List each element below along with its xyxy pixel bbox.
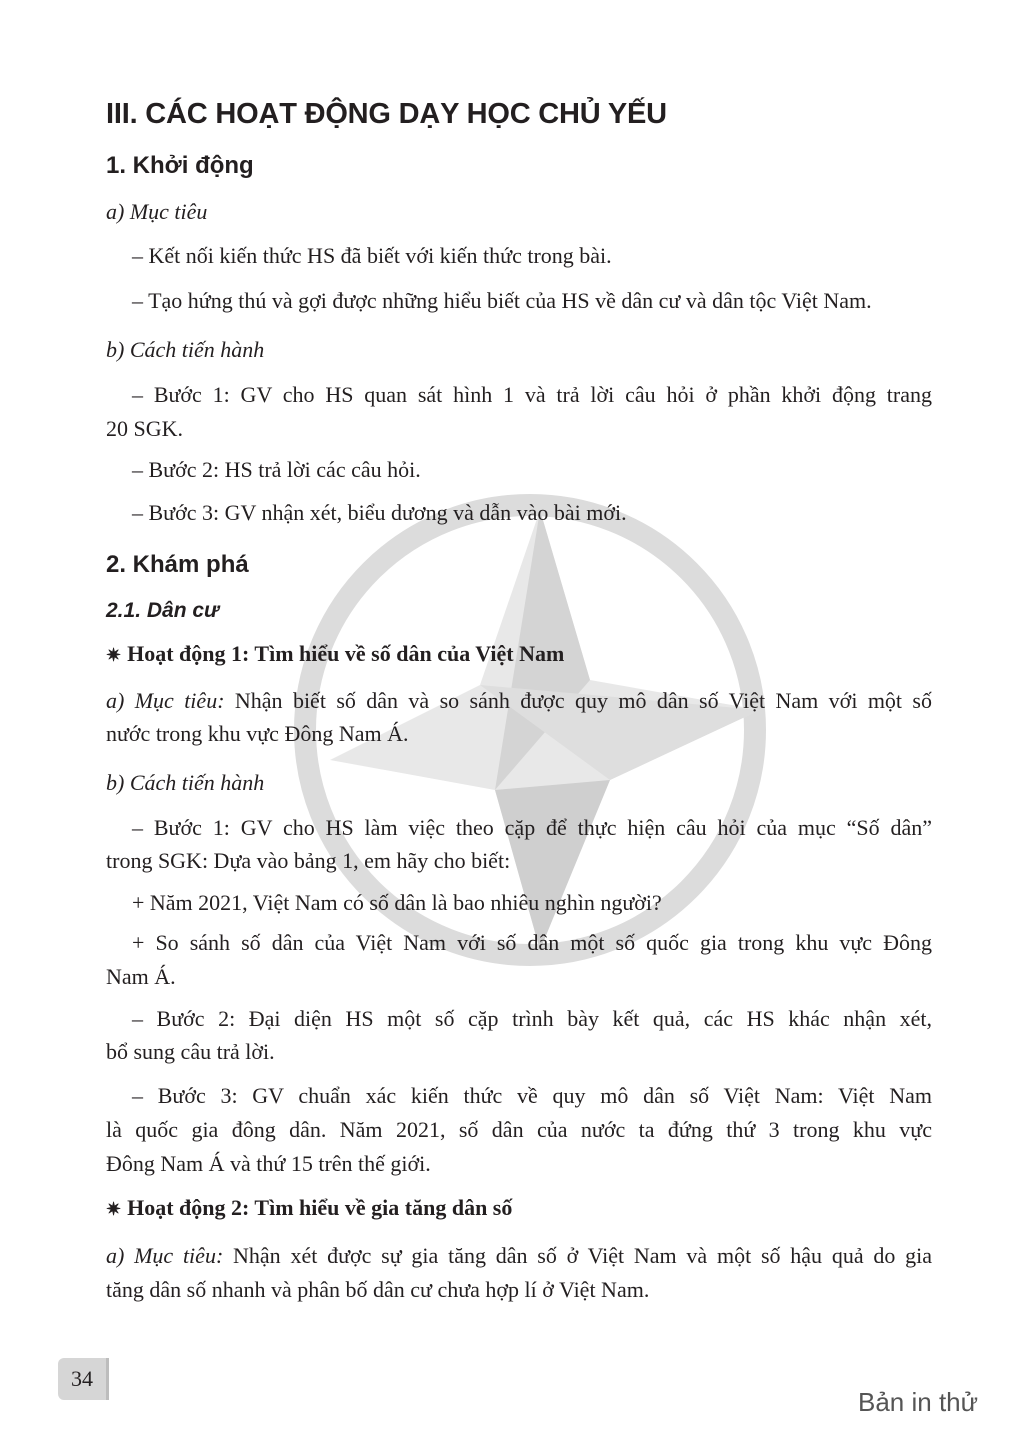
section-1-goal-line-1: – Kết nối kiến thức HS đã biết với kiến thức trong bài. bbox=[132, 243, 612, 268]
activity-2-title-text: Hoạt động 2: Tìm hiểu về gia tăng dân số bbox=[127, 1195, 513, 1220]
activity-1-goal bbox=[106, 688, 932, 714]
activity-1-step-1-cont: trong SGK: Dựa vào bảng 1, em hãy cho biết: bbox=[106, 848, 511, 873]
activity-1-step-2: – Bước 2: Đại diện HS một số cặp trình bày kết quả, các HS khác nhận xét, bbox=[132, 1006, 932, 1031]
asterisk-bullet-icon: ✷ bbox=[106, 1199, 122, 1219]
section-1-goal-line-2: – Tạo hứng thú và gợi được những hiểu biết của HS về dân cư và dân tộc Việt Nam. bbox=[132, 288, 872, 313]
asterisk-bullet-icon: ✷ bbox=[106, 645, 122, 665]
section-1-method-label: b) Cách tiến hành bbox=[106, 337, 265, 362]
activity-2-goal bbox=[106, 1243, 932, 1269]
page-number: 34 bbox=[58, 1358, 106, 1400]
activity-1-question-2-cont: Nam Á. bbox=[106, 964, 176, 989]
activity-1-question-1: + Năm 2021, Việt Nam có số dân là bao nhiêu nghìn người? bbox=[132, 890, 662, 915]
section-2-title: 2. Khám phá bbox=[106, 551, 249, 578]
activity-1-step-1: – Bước 1: GV cho HS làm việc theo cặp để thực hiện câu hỏi của mục “Số dân” bbox=[132, 815, 932, 840]
activity-2-goal-text: Nhận xét được sự gia tăng dân số ở Việt Nam và một số hậu quả do gia bbox=[223, 1243, 932, 1268]
draft-label: Bản in thử bbox=[858, 1387, 979, 1417]
section-1-step-3: – Bước 3: GV nhận xét, biểu dương và dẫn vào bài mới. bbox=[132, 500, 627, 525]
activity-1-title bbox=[106, 641, 564, 667]
activity-1-method-label: b) Cách tiến hành bbox=[106, 770, 265, 795]
section-1-step-1: – Bước 1: GV cho HS quan sát hình 1 và trả lời câu hỏi ở phần khởi động trang bbox=[132, 382, 932, 407]
section-1-goal-label: a) Mục tiêu bbox=[106, 199, 208, 224]
section-1-step-2: – Bước 2: HS trả lời các câu hỏi. bbox=[132, 457, 421, 482]
section-1-step-1-cont: 20 SGK. bbox=[106, 416, 184, 441]
activity-1-step-3-cont-1: là quốc gia đông dân. Năm 2021, số dân của nước ta đứng thứ 3 trong khu vực bbox=[106, 1117, 932, 1142]
activity-2-title bbox=[106, 1195, 512, 1221]
activity-1-step-3: – Bước 3: GV chuẩn xác kiến thức về quy mô dân số Việt Nam: Việt Nam bbox=[132, 1083, 932, 1108]
activity-2-goal-label: a) Mục tiêu: bbox=[106, 1243, 224, 1268]
activity-2-goal-cont: tăng dân số nhanh và phân bố dân cư chưa hợp lí ở Việt Nam. bbox=[106, 1277, 650, 1302]
main-heading: III. CÁC HOẠT ĐỘNG DẠY HỌC CHỦ YẾU bbox=[106, 98, 667, 130]
activity-1-goal-text: Nhận biết số dân và so sánh được quy mô dân số Việt Nam với một số bbox=[224, 688, 932, 713]
activity-1-goal-cont: nước trong khu vực Đông Nam Á. bbox=[106, 721, 409, 746]
page-number-divider bbox=[106, 1358, 109, 1400]
activity-1-step-2-cont: bổ sung câu trả lời. bbox=[106, 1039, 275, 1064]
activity-1-goal-label: a) Mục tiêu: bbox=[106, 688, 225, 713]
activity-1-question-2: + So sánh số dân của Việt Nam với số dân một số quốc gia trong khu vực Đông bbox=[132, 930, 932, 955]
activity-1-step-3-cont-2: Đông Nam Á và thứ 15 trên thế giới. bbox=[106, 1151, 431, 1176]
section-1-title: 1. Khởi động bbox=[106, 152, 254, 179]
section-2-1-title: 2.1. Dân cư bbox=[106, 599, 220, 622]
activity-1-title-text: Hoạt động 1: Tìm hiểu về số dân của Việt Nam bbox=[127, 641, 565, 666]
